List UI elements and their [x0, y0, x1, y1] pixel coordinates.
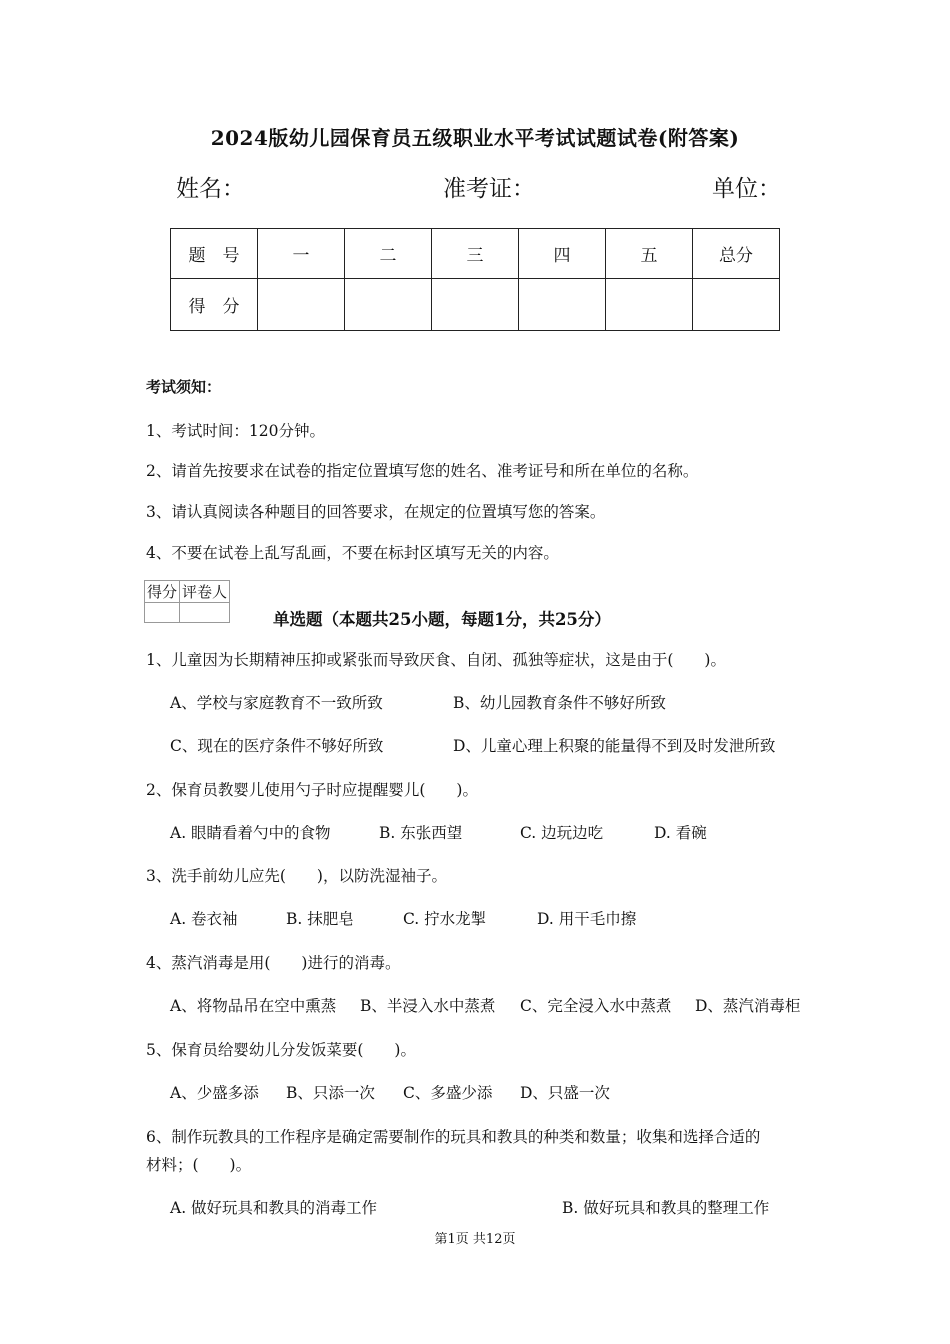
score-table-header-row — [171, 229, 780, 279]
option-b: B. 东张西望 — [379, 824, 463, 842]
option-a: A、将物品吊在空中熏蒸 — [170, 997, 337, 1015]
option-a: A、少盛多添 — [170, 1084, 259, 1102]
grader-score-label: 得分 — [145, 581, 180, 603]
score-entry-cell[interactable] — [345, 279, 432, 331]
option-c: C、现在的医疗条件不够好所致 — [170, 737, 384, 755]
name-label: 姓名： — [176, 176, 245, 202]
unit-label: 单位： — [712, 176, 781, 202]
option-d: D、蒸汽消毒柜 — [695, 997, 801, 1015]
option-a: A. 做好玩具和教具的消毒工作 — [170, 1199, 378, 1217]
option-d: D. 用干毛巾擦 — [537, 910, 637, 928]
question-stem: 6、制作玩教具的工作程序是确定需要制作的玩具和教具的种类和数量；收集和选择合适的 — [146, 1128, 761, 1146]
score-table-cell: 总分 — [693, 229, 780, 279]
page-footer: 第1页 共12页 — [434, 1232, 516, 1247]
score-row-label: 得 分 — [171, 279, 258, 331]
notice-item: 3、请认真阅读各种题目的回答要求，在规定的位置填写您的答案。 — [146, 503, 606, 521]
document-title: 2024版幼儿园保育员五级职业水平考试试题试卷(附答案) — [210, 126, 740, 150]
question-stem: 1、儿童因为长期精神压抑或紧张而导致厌食、自闭、孤独等症状，这是由于( )。 — [146, 651, 726, 669]
option-c: C. 边玩边吃 — [520, 824, 604, 842]
grader-box — [144, 580, 230, 623]
notice-heading: 考试须知： — [146, 378, 222, 396]
question-stem: 3、洗手前幼儿应先( )，以防洗湿袖子。 — [146, 867, 447, 885]
notice-item: 1、考试时间：120分钟。 — [146, 422, 325, 440]
score-entry-cell[interactable] — [519, 279, 606, 331]
grader-name-label: 评卷人 — [180, 581, 230, 603]
score-table-cell: 二 — [345, 229, 432, 279]
option-d: D. 看碗 — [654, 824, 707, 842]
score-table-cell: 题 号 — [171, 229, 258, 279]
score-entry-cell[interactable] — [258, 279, 345, 331]
score-entry-cell[interactable] — [432, 279, 519, 331]
score-table-cell: 五 — [606, 229, 693, 279]
option-c: C、多盛少添 — [403, 1084, 493, 1102]
grader-name-cell[interactable] — [180, 603, 230, 623]
grader-score-cell[interactable] — [145, 603, 180, 623]
score-table-score-row — [171, 279, 780, 331]
option-b: B. 做好玩具和教具的整理工作 — [562, 1199, 770, 1217]
score-entry-cell[interactable] — [606, 279, 693, 331]
question-stem: 4、蒸汽消毒是用( )进行的消毒。 — [146, 954, 401, 972]
option-c: C. 拧水龙掣 — [403, 910, 487, 928]
option-b: B. 抹肥皂 — [286, 910, 354, 928]
score-entry-cell[interactable] — [693, 279, 780, 331]
question-stem-continued: 材料；( )。 — [146, 1156, 252, 1174]
option-b: B、只添一次 — [286, 1084, 375, 1102]
notice-item: 4、不要在试卷上乱写乱画，不要在标封区填写无关的内容。 — [146, 544, 559, 562]
score-table-cell: 四 — [519, 229, 606, 279]
question-stem: 2、保育员教婴儿使用勺子时应提醒婴儿( )。 — [146, 781, 478, 799]
option-a: A、学校与家庭教育不一致所致 — [170, 694, 383, 712]
question-stem: 5、保育员给婴幼儿分发饭菜要( )。 — [146, 1041, 416, 1059]
notice-item: 2、请首先按要求在试卷的指定位置填写您的姓名、准考证号和所在单位的名称。 — [146, 462, 699, 480]
section-title: 单选题（本题共25小题，每题1分，共25分） — [273, 610, 611, 629]
exam-id-label: 准考证： — [443, 176, 535, 202]
score-table-cell: 三 — [432, 229, 519, 279]
option-a: A. 眼睛看着勺中的食物 — [170, 824, 331, 842]
option-b: B、幼儿园教育条件不够好所致 — [453, 694, 666, 712]
option-a: A. 卷衣袖 — [170, 910, 238, 928]
option-c: C、完全浸入水中蒸煮 — [520, 997, 672, 1015]
score-table — [170, 228, 780, 331]
option-d: D、只盛一次 — [520, 1084, 610, 1102]
score-table-cell: 一 — [258, 229, 345, 279]
option-b: B、半浸入水中蒸煮 — [360, 997, 496, 1015]
option-d: D、儿童心理上积聚的能量得不到及时发泄所致 — [453, 737, 776, 755]
